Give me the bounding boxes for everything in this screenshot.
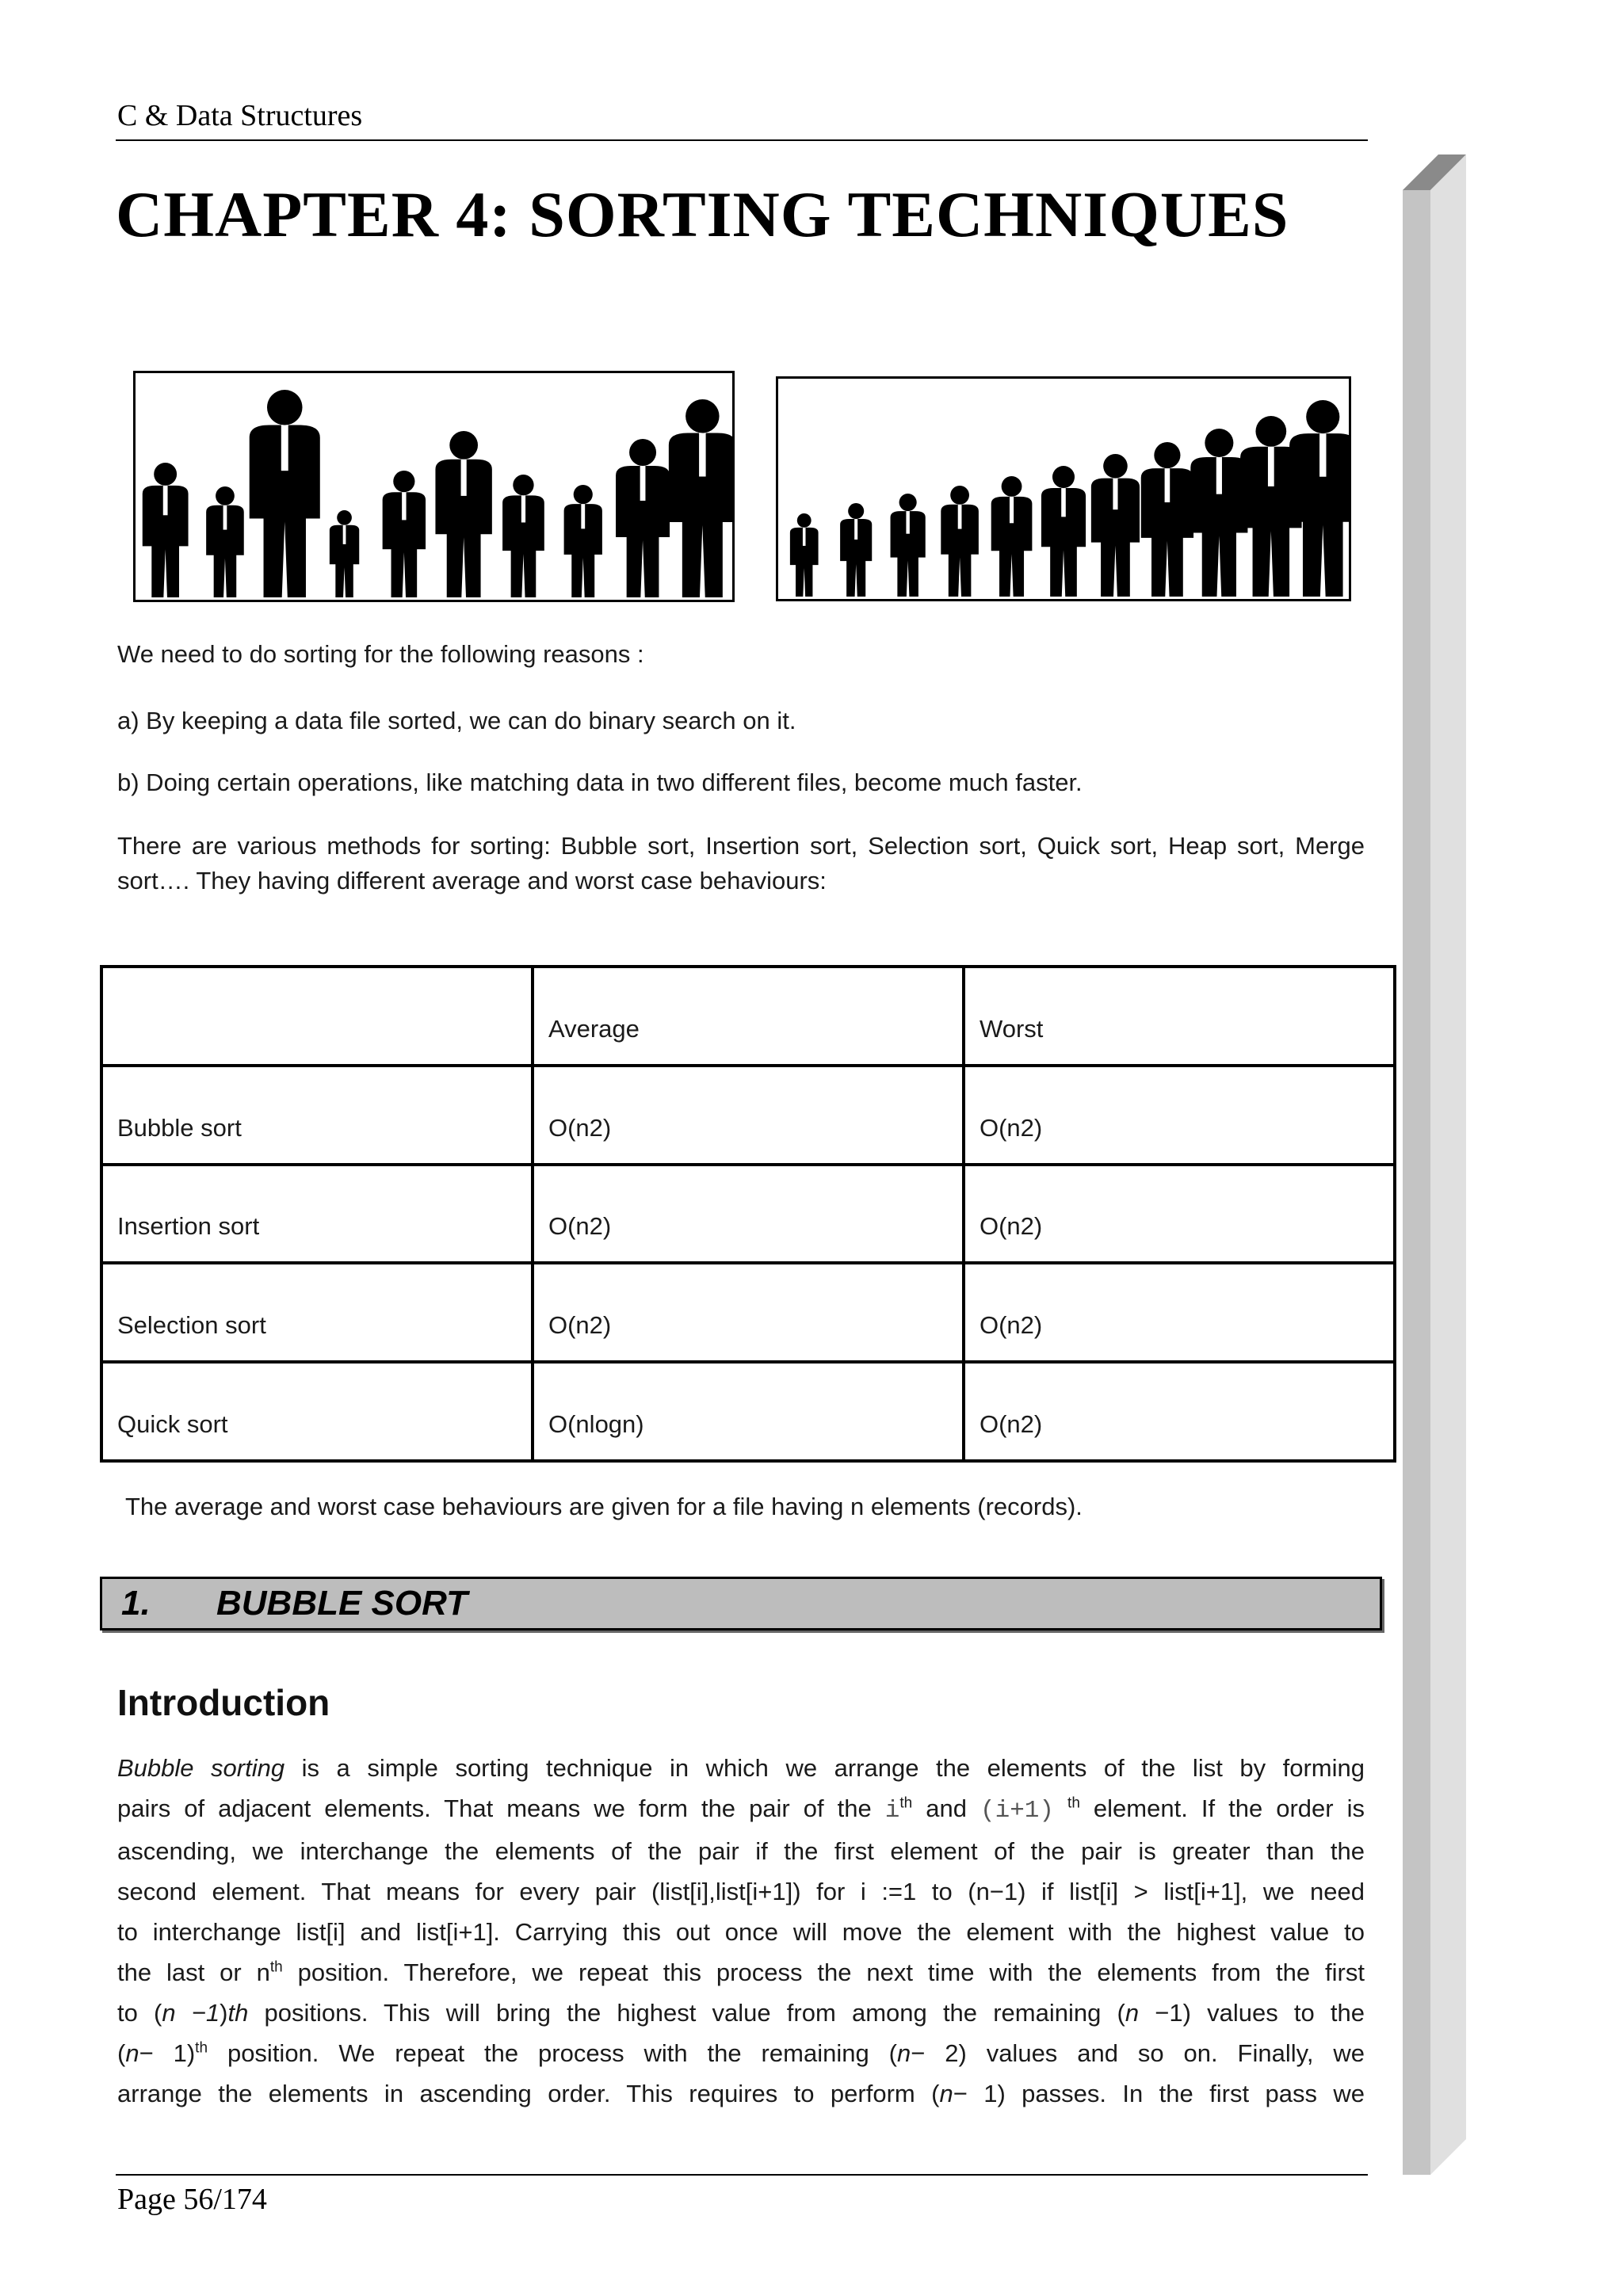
person-silhouette <box>891 494 926 597</box>
table-row <box>101 1362 1395 1461</box>
person-silhouette <box>1190 429 1247 597</box>
section-heading-bar <box>100 1577 1382 1630</box>
footer-rule <box>116 2174 1368 2176</box>
person-silhouette <box>1289 400 1349 597</box>
person-silhouette <box>383 471 426 597</box>
person-silhouette <box>790 513 819 597</box>
person-silhouette <box>1041 466 1086 597</box>
paragraph-line: arrange the elements in ascending order. This requires to perform (n− 1) passes. In the first pass we <box>117 2080 1365 2107</box>
paragraph-line: second element. That means for every pair (list[i],list[i+1]) for i :=1 to (n−1) if list[i] > list[i+1], we need <box>117 1878 1365 1905</box>
table-cell: O(n2) <box>533 1165 964 1264</box>
person-silhouette <box>1141 442 1193 597</box>
table-cell: Quick sort <box>101 1362 533 1461</box>
person-silhouette <box>143 463 189 597</box>
person-silhouette <box>435 431 491 597</box>
person-silhouette <box>330 510 359 597</box>
paragraph-line: $(n- 1)^{th}$ position. We repeat the process with the remaining (n− 2) values and so on. Finally, we <box>117 2039 1365 2067</box>
table-header-row <box>101 967 1395 1066</box>
person-silhouette <box>669 399 732 597</box>
paragraph-line: the last or $n^{th}$ position. Therefore, we repeat this process the next time with the elements from the first <box>117 1958 1365 1986</box>
table-cell: Insertion sort <box>101 1165 533 1264</box>
person-silhouette <box>502 475 544 597</box>
reason-a: a) By keeping a data file sorted, we can do binary search on it. <box>117 707 796 734</box>
table-cell: Bubble sort <box>101 1066 533 1165</box>
person-silhouette <box>991 476 1033 597</box>
table-header-cell: Average <box>533 967 964 1066</box>
running-title: C & Data Structures <box>117 99 363 132</box>
bubble-sort-paragraph <box>117 1748 1365 2114</box>
table-caption: The average and worst case behaviours are given for a file having n elements (records). <box>125 1493 1083 1520</box>
paragraph-line: Bubble sorting is a simple sorting technique in which we arrange the elements of the list by forming <box>117 1754 1365 1782</box>
complexity-table <box>100 965 1396 1463</box>
header-rule <box>116 139 1368 141</box>
section-number: 1. <box>121 1584 151 1623</box>
chapter-title: CHAPTER 4: SORTING TECHNIQUES <box>116 178 1289 250</box>
unsorted-silhouettes-image <box>133 371 735 602</box>
reason-b: b) Doing certain operations, like matching data in two different files, become much faster. <box>117 769 1083 796</box>
reasons-lead: We need to do sorting for the following reasons : <box>117 640 644 668</box>
introduction-heading: Introduction <box>117 1682 330 1723</box>
table-cell: O(n2) <box>533 1263 964 1362</box>
table-cell: O(n2) <box>964 1362 1395 1461</box>
section-title: BUBBLE SORT <box>216 1584 468 1623</box>
table-cell: O(n2) <box>964 1066 1395 1165</box>
table-row <box>101 1165 1395 1264</box>
table-header-cell: Worst <box>964 967 1395 1066</box>
page-edge-shadow <box>1403 154 1466 2175</box>
methods-paragraph: There are various methods for sorting: Bubble sort, Insertion sort, Selection sort, Quick sort, Heap sort, Merge sort…. They having different average and worst case behaviours: <box>117 832 1365 894</box>
person-silhouette <box>564 485 602 597</box>
paragraph-line: to (n −1)th positions. This will bring the highest value from among the remaining (n −1) values to the <box>117 1999 1365 2027</box>
person-silhouette <box>941 486 979 597</box>
person-silhouette <box>616 439 670 597</box>
sorted-silhouettes-image <box>776 376 1351 601</box>
table-header-cell <box>101 967 533 1066</box>
person-silhouette <box>840 503 872 597</box>
table-cell: O(n2) <box>964 1263 1395 1362</box>
person-silhouette <box>250 390 320 597</box>
person-silhouette <box>1091 454 1140 597</box>
table-cell: Selection sort <box>101 1263 533 1362</box>
page-number: Page 56/174 <box>117 2183 267 2216</box>
paragraph-line: to interchange list[i] and list[i+1]. Carrying this out once will move the element with the highest value to <box>117 1918 1365 1946</box>
person-silhouette <box>206 486 244 597</box>
paragraph-line: ascending, we interchange the elements of the pair if the first element of the pair is greater than the <box>117 1837 1365 1865</box>
table-cell: O(n2) <box>964 1165 1395 1264</box>
table-row <box>101 1263 1395 1362</box>
table-cell: O(nlogn) <box>533 1362 964 1461</box>
paragraph-line: pairs of adjacent elements. That means we form the pair of the $i^{th}$ and (i+1) $^{th}$ element. If the order is <box>117 1794 1365 1825</box>
table-row <box>101 1066 1395 1165</box>
table-cell: O(n2) <box>533 1066 964 1165</box>
